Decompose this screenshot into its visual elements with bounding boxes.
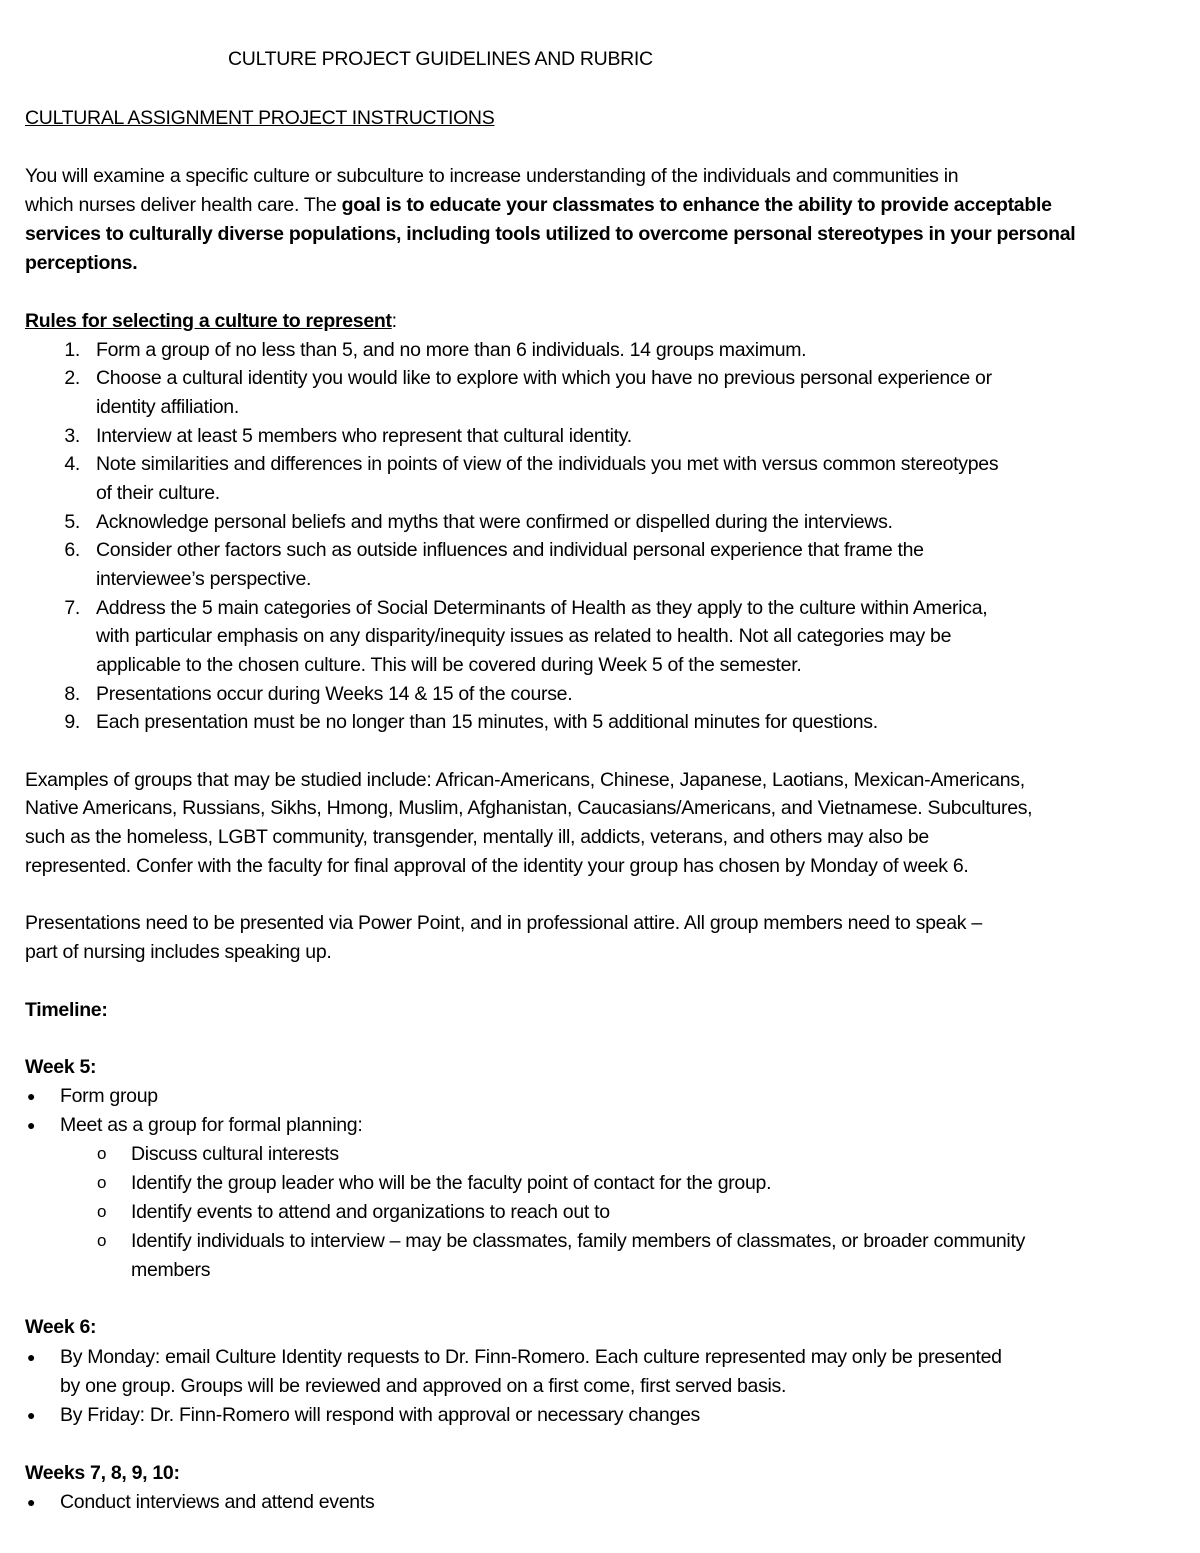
rule-line: Interview at least 5 members who represent that cultural identity. bbox=[96, 425, 632, 447]
rule-number: 4. bbox=[64, 453, 80, 475]
rule-line: Acknowledge personal beliefs and myths that were confirmed or dispelled during the interviews. bbox=[96, 511, 893, 533]
week5-subitem: Identify events to attend and organizations to reach out to bbox=[131, 1201, 610, 1223]
document-title: CULTURE PROJECT GUIDELINES AND RUBRIC bbox=[228, 48, 653, 70]
intro-line-2-plain: which nurses deliver health care. The bbox=[25, 194, 342, 216]
rule-number: 8. bbox=[64, 683, 80, 705]
intro-line-2 bbox=[25, 193, 1052, 217]
rule-number: 5. bbox=[64, 511, 80, 533]
rule-line: of their culture. bbox=[96, 482, 220, 504]
week6-item: By Friday: Dr. Finn-Romero will respond with approval or necessary changes bbox=[60, 1404, 700, 1426]
rule-line: identity affiliation. bbox=[96, 396, 239, 418]
rule-line: Presentations occur during Weeks 14 & 15 of the course. bbox=[96, 683, 573, 705]
rules-heading bbox=[25, 309, 397, 333]
examples-line: represented. Confer with the faculty for final approval of the identity your group has chosen by Monday of week 6. bbox=[25, 855, 969, 877]
sub-bullet-icon: o bbox=[97, 1202, 107, 1221]
week6-heading: Week 6: bbox=[25, 1316, 97, 1338]
intro-line-4: perceptions. bbox=[25, 252, 138, 274]
examples-line: Examples of groups that may be studied include: African-Americans, Chinese, Japanese, Laotians, Mexican-Americans, bbox=[25, 769, 1025, 791]
rule-line: interviewee’s perspective. bbox=[96, 568, 312, 590]
rule-number: 2. bbox=[64, 367, 80, 389]
presentations-line: part of nursing includes speaking up. bbox=[25, 941, 332, 963]
sub-bullet-icon: o bbox=[97, 1173, 107, 1192]
bullet-icon: ● bbox=[27, 1349, 36, 1365]
rule-line: Choose a cultural identity you would like to explore with which you have no previous personal experience or bbox=[96, 367, 992, 389]
weeks7-10-heading: Weeks 7, 8, 9, 10: bbox=[25, 1462, 180, 1484]
rules-heading-colon: : bbox=[391, 310, 397, 332]
section-heading: CULTURAL ASSIGNMENT PROJECT INSTRUCTIONS bbox=[25, 107, 495, 129]
sub-bullet-icon: o bbox=[97, 1231, 107, 1250]
week5-item: Form group bbox=[60, 1085, 158, 1107]
presentations-line: Presentations need to be presented via Power Point, and in professional attire. All group members need to speak – bbox=[25, 912, 982, 934]
week6-item-cont: by one group. Groups will be reviewed and approved on a first come, first served basis. bbox=[60, 1375, 787, 1397]
examples-line: Native Americans, Russians, Sikhs, Hmong, Muslim, Afghanistan, Caucasians/Americans, and Vietnamese. Subcultures, bbox=[25, 797, 1033, 819]
rule-number: 6. bbox=[64, 539, 80, 561]
week5-subitem-cont: members bbox=[131, 1259, 211, 1281]
intro-goal-bold: goal is to educate your classmates to enhance the ability to provide acceptable bbox=[341, 194, 1052, 216]
rule-line: applicable to the chosen culture. This will be covered during Week 5 of the semester. bbox=[96, 654, 802, 676]
rules-heading-text: Rules for selecting a culture to represent bbox=[25, 310, 392, 332]
rule-line: Form a group of no less than 5, and no more than 6 individuals. 14 groups maximum. bbox=[96, 339, 807, 361]
bullet-icon: ● bbox=[27, 1117, 36, 1133]
bullet-icon: ● bbox=[27, 1407, 36, 1423]
week5-item: Meet as a group for formal planning: bbox=[60, 1114, 363, 1136]
week6-item: By Monday: email Culture Identity requests to Dr. Finn-Romero. Each culture represented may only be presented bbox=[60, 1346, 1002, 1368]
rule-number: 1. bbox=[64, 339, 80, 361]
week5-heading: Week 5: bbox=[25, 1056, 97, 1078]
bullet-icon: ● bbox=[27, 1088, 36, 1104]
rule-number: 7. bbox=[64, 597, 80, 619]
intro-line-1: You will examine a specific culture or subculture to increase understanding of the individuals and communities in bbox=[25, 165, 959, 187]
rule-line: Note similarities and differences in points of view of the individuals you met with versus common stereotypes bbox=[96, 453, 999, 475]
rule-number: 3. bbox=[64, 425, 80, 447]
intro-line-3: services to culturally diverse populations, including tools utilized to overcome personal stereotypes in your personal bbox=[25, 223, 1076, 245]
week5-subitem: Identify individuals to interview – may be classmates, family members of classmates, or broader community bbox=[131, 1230, 1026, 1252]
examples-line: such as the homeless, LGBT community, transgender, mentally ill, addicts, veterans, and others may also be bbox=[25, 826, 929, 848]
week5-subitem: Discuss cultural interests bbox=[131, 1143, 339, 1165]
rule-line: with particular emphasis on any disparity/inequity issues as related to health. Not all categories may be bbox=[96, 625, 952, 647]
weeks7-10-item: Conduct interviews and attend events bbox=[60, 1491, 375, 1513]
week5-subitem: Identify the group leader who will be the faculty point of contact for the group. bbox=[131, 1172, 772, 1194]
rule-number: 9. bbox=[64, 711, 80, 733]
bullet-icon: ● bbox=[27, 1494, 36, 1510]
rule-line: Consider other factors such as outside influences and individual personal experience that frame the bbox=[96, 539, 924, 561]
timeline-label: Timeline: bbox=[25, 999, 108, 1021]
rule-line: Address the 5 main categories of Social Determinants of Health as they apply to the culture within America, bbox=[96, 597, 988, 619]
rule-line: Each presentation must be no longer than 15 minutes, with 5 additional minutes for questions. bbox=[96, 711, 878, 733]
sub-bullet-icon: o bbox=[97, 1144, 107, 1163]
